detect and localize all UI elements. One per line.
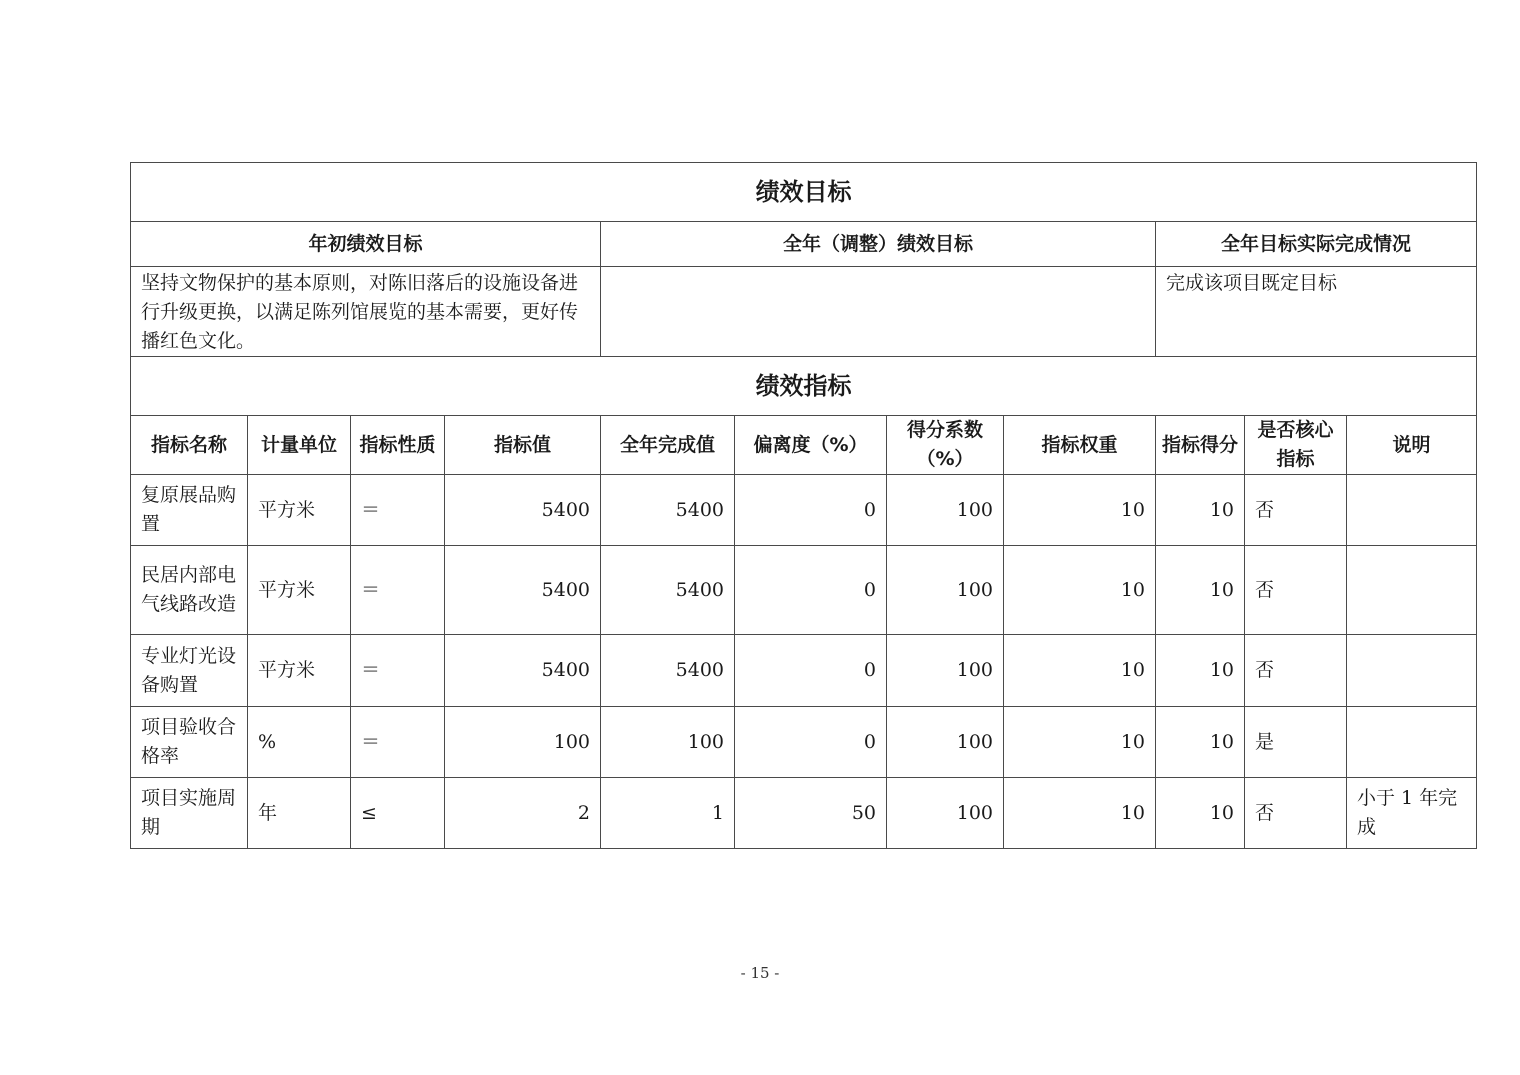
indicators-title-row	[131, 357, 1477, 416]
indicator-score: 10	[1156, 778, 1245, 849]
indicator-score: 10	[1156, 475, 1245, 546]
indicator-weight: 10	[1004, 475, 1156, 546]
indicator-core: 否	[1245, 778, 1347, 849]
indicator-name: 民居内部电气线路改造	[131, 546, 248, 635]
indicator-core: 否	[1245, 546, 1347, 635]
header-coefficient: 得分系数（%）	[887, 416, 1004, 475]
actual-completion-header: 全年目标实际完成情况	[1156, 222, 1477, 267]
indicator-target: 100	[445, 707, 601, 778]
indicator-note	[1347, 635, 1477, 707]
table-row	[131, 475, 1477, 546]
indicator-nature: ＝	[351, 707, 445, 778]
indicator-deviation: 50	[735, 778, 887, 849]
indicator-unit: 年	[248, 778, 351, 849]
indicator-note: 小于 1 年完成	[1347, 778, 1477, 849]
indicator-actual: 100	[601, 707, 735, 778]
header-deviation: 偏离度（%）	[735, 416, 887, 475]
indicator-deviation: 0	[735, 475, 887, 546]
indicator-deviation: 0	[735, 546, 887, 635]
indicator-name: 复原展品购置	[131, 475, 248, 546]
indicator-target: 2	[445, 778, 601, 849]
header-unit: 计量单位	[248, 416, 351, 475]
table-row	[131, 546, 1477, 635]
actual-completion-text: 完成该项目既定目标	[1156, 267, 1477, 357]
indicators-title: 绩效指标	[131, 357, 1477, 416]
indicator-target: 5400	[445, 475, 601, 546]
indicator-actual: 1	[601, 778, 735, 849]
adjusted-goal-header: 全年（调整）绩效目标	[601, 222, 1156, 267]
header-weight: 指标权重	[1004, 416, 1156, 475]
indicator-note	[1347, 707, 1477, 778]
indicator-target: 5400	[445, 635, 601, 707]
indicator-weight: 10	[1004, 635, 1156, 707]
indicator-note	[1347, 475, 1477, 546]
performance-table	[130, 162, 1477, 849]
indicator-unit: 平方米	[248, 635, 351, 707]
indicator-actual: 5400	[601, 546, 735, 635]
indicator-name: 项目验收合格率	[131, 707, 248, 778]
indicator-note	[1347, 546, 1477, 635]
indicator-core: 否	[1245, 635, 1347, 707]
indicator-core: 否	[1245, 475, 1347, 546]
table-row	[131, 635, 1477, 707]
indicator-unit: 平方米	[248, 475, 351, 546]
indicator-coefficient: 100	[887, 475, 1004, 546]
goals-header-row	[131, 222, 1477, 267]
indicator-unit: 平方米	[248, 546, 351, 635]
indicator-deviation: 0	[735, 635, 887, 707]
indicator-coefficient: 100	[887, 546, 1004, 635]
page-number: - 15 -	[740, 964, 780, 982]
indicator-nature: ≤	[351, 778, 445, 849]
indicator-name: 项目实施周期	[131, 778, 248, 849]
indicator-coefficient: 100	[887, 707, 1004, 778]
header-actual-value: 全年完成值	[601, 416, 735, 475]
indicator-score: 10	[1156, 635, 1245, 707]
indicator-actual: 5400	[601, 475, 735, 546]
indicator-nature: ＝	[351, 546, 445, 635]
adjusted-goal-text	[601, 267, 1156, 357]
indicator-score: 10	[1156, 546, 1245, 635]
table-row	[131, 778, 1477, 849]
indicator-target: 5400	[445, 546, 601, 635]
indicator-actual: 5400	[601, 635, 735, 707]
indicator-nature: ＝	[351, 475, 445, 546]
initial-goal-header: 年初绩效目标	[131, 222, 601, 267]
table-row	[131, 707, 1477, 778]
header-core: 是否核心指标	[1245, 416, 1347, 475]
goals-content-row	[131, 267, 1477, 357]
header-score: 指标得分	[1156, 416, 1245, 475]
indicator-unit: %	[248, 707, 351, 778]
indicator-score: 10	[1156, 707, 1245, 778]
indicator-weight: 10	[1004, 546, 1156, 635]
indicator-core: 是	[1245, 707, 1347, 778]
header-nature: 指标性质	[351, 416, 445, 475]
goals-title-row	[131, 163, 1477, 222]
indicator-weight: 10	[1004, 707, 1156, 778]
indicator-coefficient: 100	[887, 778, 1004, 849]
indicator-deviation: 0	[735, 707, 887, 778]
indicator-name: 专业灯光设备购置	[131, 635, 248, 707]
header-note: 说明	[1347, 416, 1477, 475]
header-target-value: 指标值	[445, 416, 601, 475]
indicator-coefficient: 100	[887, 635, 1004, 707]
indicator-weight: 10	[1004, 778, 1156, 849]
initial-goal-text: 坚持文物保护的基本原则，对陈旧落后的设施设备进行升级更换，以满足陈列馆展览的基本需要，更好传播红色文化。	[131, 267, 601, 357]
indicator-nature: ＝	[351, 635, 445, 707]
header-indicator-name: 指标名称	[131, 416, 248, 475]
goals-title: 绩效目标	[131, 163, 1477, 222]
indicators-header-row	[131, 416, 1477, 475]
